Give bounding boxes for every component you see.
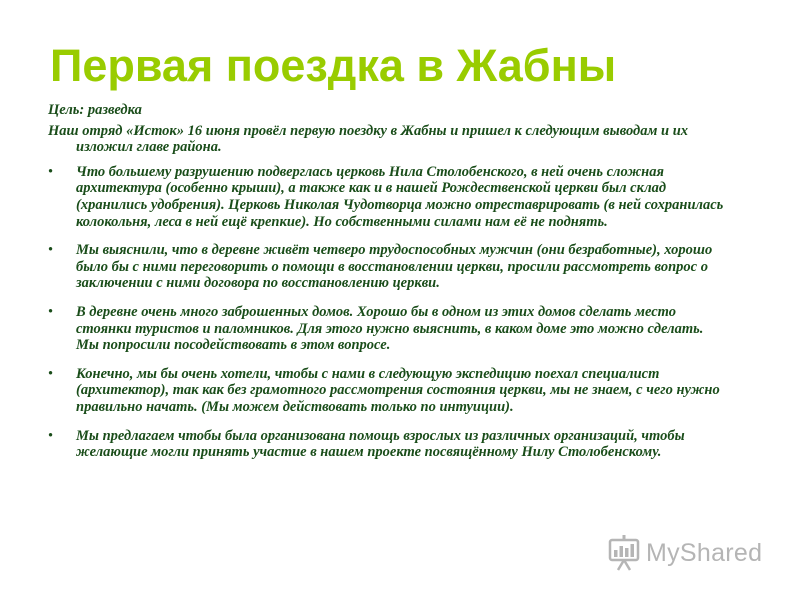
bullet-item-4 [48, 366, 728, 416]
presentation-board-icon [608, 534, 640, 572]
bullet-text: Мы предлагаем чтобы была организована помощь взрослых из различных организаций, чтобы желающие могли принять участие в нашем проекте посвящённому Нилу Столобенскому. [76, 427, 685, 461]
bullet-marker: • [48, 242, 54, 259]
bullet-item-2 [48, 242, 728, 292]
intro-paragraph: Наш отряд «Исток» 16 июня провёл первую поездку в Жабны и пришел к следующим выводам и их изложил главе района. [48, 122, 689, 156]
bullet-text: Конечно, мы бы очень хотели, чтобы с нами в следующую экспедицию поехал специалист (архитектор), так как без грамотного рассмотрения состояния церкви, мы не знаем, с чего нужно правильно начать. (Мы можем действовать только по интуиции). [76, 365, 720, 415]
bullet-text: В деревне очень много заброшенных домов. Хорошо бы в одном из этих домов сделать место стоянки туристов и паломников. Для этого нужно выяснить, в каком доме это можно сделать. Мы попросили посодействовать в этом вопросе. [76, 303, 704, 354]
bullet-marker: • [48, 303, 54, 320]
bullet-text: Мы выяснили, что в деревне живёт четверо трудоспособных мужчин (они безработные), хорошо было бы с ними переговорить о помощи в восстановлении церкви, просили рассмотреть вопрос о заключении с ними договора по восстановлению церкви. [76, 242, 713, 292]
bullet-marker: • [48, 427, 54, 444]
bullet-item-5 [48, 428, 728, 461]
bullet-text: Что большему разрушению подверглась церковь Нила Столобенского, в ней очень сложная архитектура (особенно крыши), а также как и в нашей Рождественской церкви был склад (хранились удобрения). Церковь Николая Чудотворца можно отреставрировать (в ней сохранилась колокольня, леса в ней ещё крепкие). Но собственными силами нам её не поднять. [76, 163, 724, 230]
myshared-logo[interactable] [608, 534, 762, 572]
bullet-marker: • [48, 365, 54, 382]
slide-title: Первая поездка в Жабны [50, 40, 617, 91]
bullet-item-3 [48, 304, 728, 354]
bullet-list [48, 164, 728, 461]
bullet-marker: • [48, 163, 54, 180]
bullet-item-1 [48, 164, 728, 230]
goal-line: Цель: разведка [48, 102, 142, 118]
slide-content [48, 102, 728, 473]
logo-text: MyShared [646, 539, 763, 567]
